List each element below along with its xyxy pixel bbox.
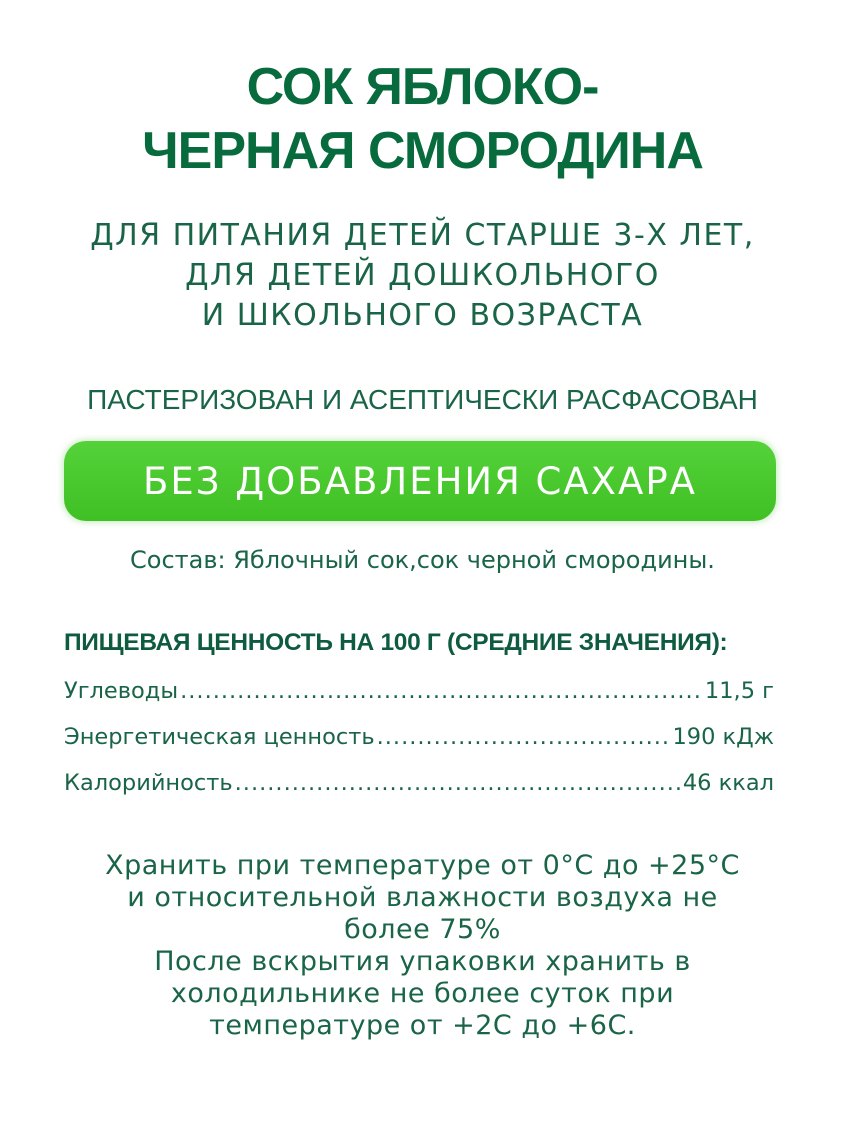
product-title-line-1: СОК ЯБЛОКО- <box>246 58 599 116</box>
nutrition-row-name: Углеводы <box>64 678 179 704</box>
nutrition-row-value: 46 ккал <box>682 770 774 796</box>
dot-leader <box>377 724 671 750</box>
storage-line-5: холодильнике не более суток при <box>170 978 675 1009</box>
nutrition-heading: ПИЩЕВАЯ ЦЕННОСТЬ НА 100 Г (СРЕДНИЕ ЗНАЧЕНИЯ): <box>64 629 728 656</box>
storage-line-1: Хранить при температуре от 0°С до +25°С <box>105 850 740 881</box>
storage-line-6: температуре от +2С до +6С. <box>209 1010 636 1041</box>
product-title-line-2: ЧЕРНАЯ СМОРОДИНА <box>142 122 703 180</box>
nutrition-row-carbohydrates <box>64 678 774 724</box>
storage-line-4: После вскрытия упаковки хранить в <box>154 946 691 977</box>
nutrition-row-value: 11,5 г <box>704 678 774 704</box>
storage-line-3: более 75% <box>344 914 501 945</box>
dot-leader <box>235 770 681 796</box>
composition-text: Состав: Яблочный сок,сок черной смородины. <box>130 546 715 574</box>
no-sugar-banner <box>64 441 776 521</box>
age-subtitle-line-2: ДЛЯ ДЕТЕЙ ДОШКОЛЬНОГО <box>185 258 660 293</box>
nutrition-table <box>64 678 774 816</box>
nutrition-row-value: 190 кДж <box>672 724 774 750</box>
age-subtitle-line-3: И ШКОЛЬНОГО ВОЗРАСТА <box>201 298 644 333</box>
nutrition-row-calories <box>64 770 774 816</box>
nutrition-row-energy <box>64 724 774 770</box>
storage-instructions <box>0 850 845 1042</box>
age-subtitle-line-1: ДЛЯ ПИТАНИЯ ДЕТЕЙ СТАРШЕ 3-Х ЛЕТ, <box>90 218 755 253</box>
processing-note: ПАСТЕРИЗОВАН И АСЕПТИЧЕСКИ РАСФАСОВАН <box>87 384 758 415</box>
no-sugar-banner-text: БЕЗ ДОБАВЛЕНИЯ САХАРА <box>143 459 697 503</box>
storage-line-2: и относительной влажности воздуха не <box>127 882 718 913</box>
dot-leader <box>180 678 703 704</box>
nutrition-row-name: Калорийность <box>64 770 233 796</box>
nutrition-row-name: Энергетическая ценность <box>64 724 375 750</box>
